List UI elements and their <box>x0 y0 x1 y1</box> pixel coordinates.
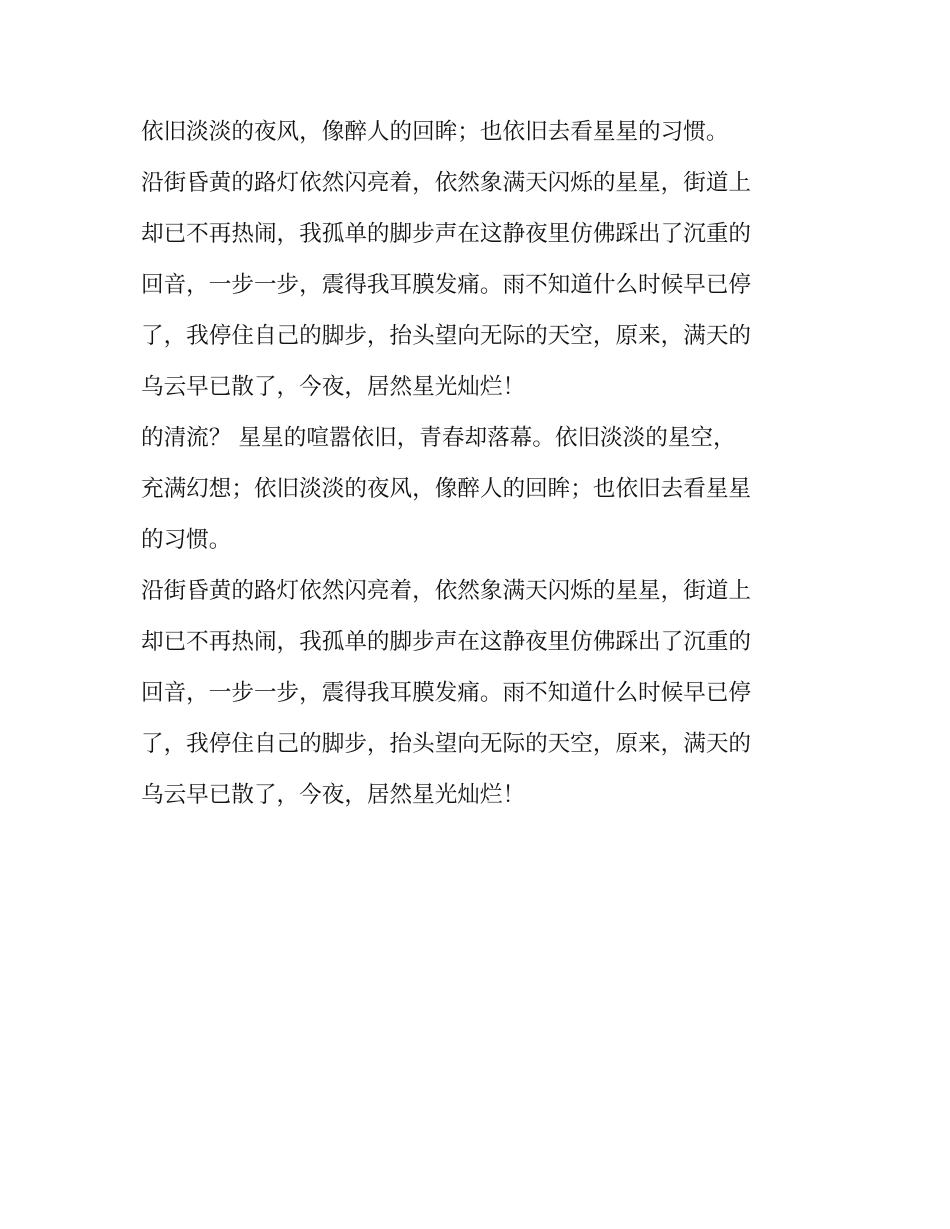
text-line: 充满幻想；依旧淡淡的夜风，像醉人的回眸；也依旧去看星星 <box>141 476 752 502</box>
text-line: 乌云早已散了，今夜，居然星光灿烂！ <box>141 782 526 808</box>
text-line: 沿街昏黄的路灯依然闪亮着，依然象满天闪烁的星星，街道上 <box>141 578 752 604</box>
text-line: 依旧淡淡的夜风，像醉人的回眸；也依旧去看星星的习惯。 <box>141 119 729 145</box>
text-line: 却已不再热闹，我孤单的脚步声在这静夜里仿佛踩出了沉重的 <box>141 221 752 247</box>
text-line: 了，我停住自己的脚步，抬头望向无际的天空，原来，满天的 <box>141 323 752 349</box>
text-line: 回音，一步一步，震得我耳膜发痛。雨不知道什么时候早已停 <box>141 272 752 298</box>
text-line: 沿街昏黄的路灯依然闪亮着，依然象满天闪烁的星星，街道上 <box>141 170 752 196</box>
text-line: 的习惯。 <box>141 527 232 553</box>
text-line: 乌云早已散了，今夜，居然星光灿烂！ <box>141 374 526 400</box>
body-text <box>141 107 821 821</box>
text-line: 却已不再热闹，我孤单的脚步声在这静夜里仿佛踩出了沉重的 <box>141 629 752 655</box>
text-line: 回音，一步一步，震得我耳膜发痛。雨不知道什么时候早已停 <box>141 680 752 706</box>
text-line: 的清流？ 星星的喧嚣依旧，青春却落幕。依旧淡淡的星空， <box>141 425 736 451</box>
text-line: 了，我停住自己的脚步，抬头望向无际的天空，原来，满天的 <box>141 731 752 757</box>
